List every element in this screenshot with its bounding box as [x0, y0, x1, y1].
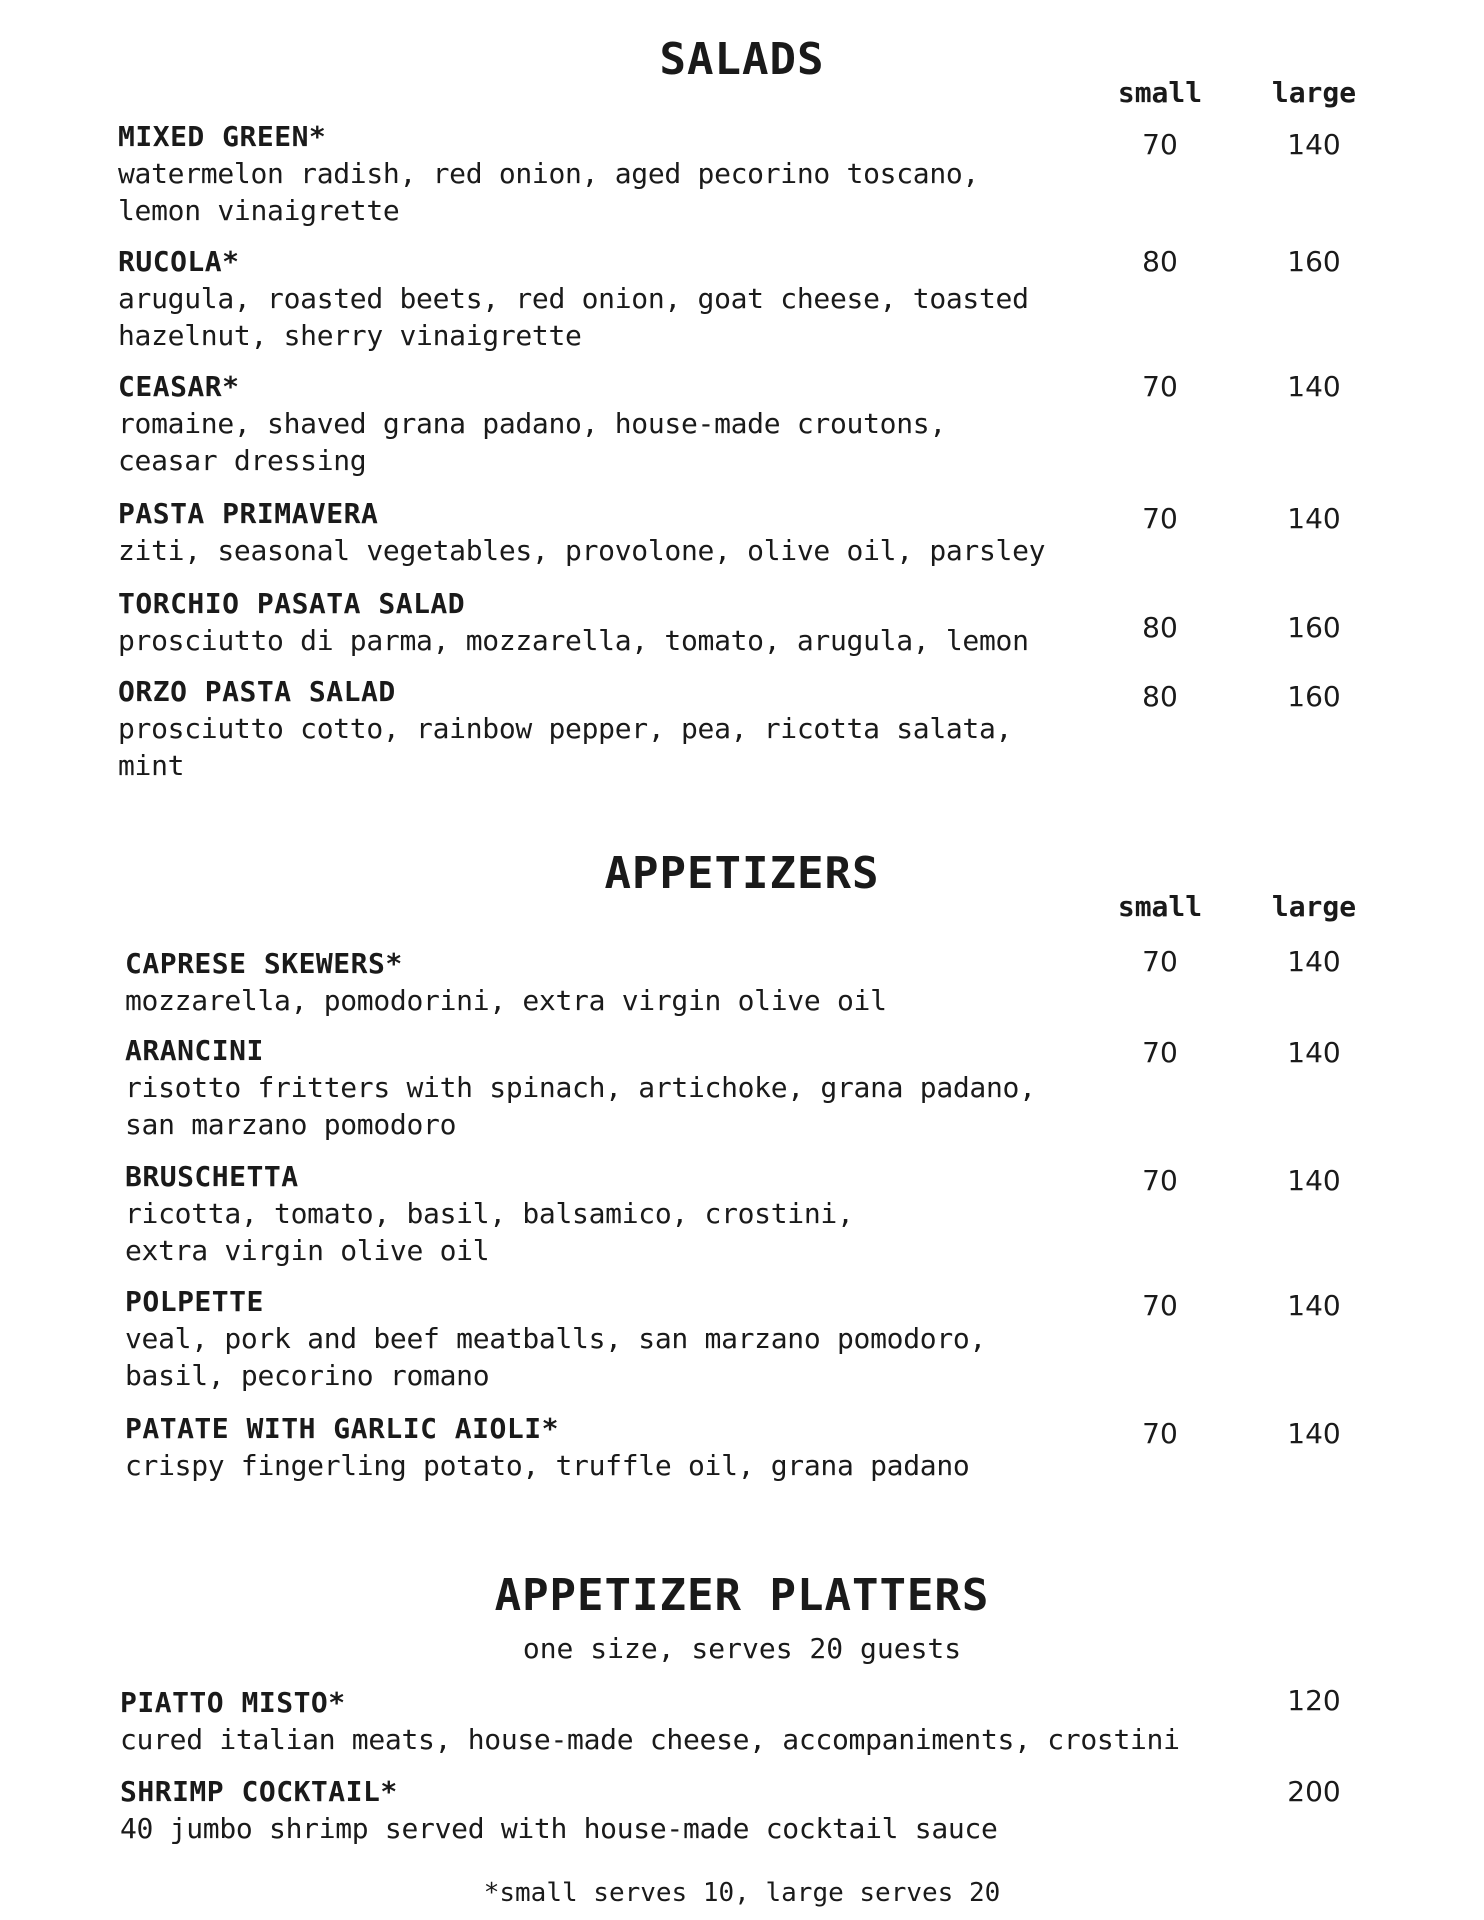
item-name: BRUSCHETTA	[125, 1160, 299, 1193]
price-small: 70	[1142, 1417, 1178, 1450]
price-small: 70	[1142, 128, 1178, 161]
price-small: 80	[1142, 245, 1178, 278]
price-large: 140	[1287, 128, 1341, 161]
price-large: 140	[1287, 945, 1341, 978]
item-name: ARANCINI	[125, 1034, 264, 1067]
price-large: 160	[1287, 245, 1341, 278]
appetizers-title: APPETIZERS	[604, 848, 880, 899]
item-name: POLPETTE	[125, 1285, 264, 1318]
salad-item	[118, 673, 1078, 784]
salads-title: SALADS	[659, 34, 825, 85]
item-description: prosciutto di parma, mozzarella, tomato, arugula, lemon	[118, 624, 1029, 657]
appetizer-item	[125, 1283, 1085, 1394]
platters-subtitle: one size, serves 20 guests	[522, 1632, 962, 1665]
price-large: 140	[1287, 1036, 1341, 1069]
item-description: 40 jumbo shrimp served with house-made cocktail sauce	[120, 1812, 998, 1845]
item-name: PIATTO MISTO*	[120, 1686, 346, 1719]
appetizer-item	[125, 1158, 1085, 1269]
price-small: 70	[1142, 1036, 1178, 1069]
item-name: SHRIMP COCKTAIL*	[120, 1775, 398, 1808]
item-name: RUCOLA*	[118, 245, 240, 278]
platter-item	[120, 1773, 1220, 1847]
item-name: CEASAR*	[118, 370, 240, 403]
price-small: 70	[1142, 370, 1178, 403]
price-large: 140	[1287, 1417, 1341, 1450]
item-description: mozzarella, pomodorini, extra virgin olive oil	[125, 984, 887, 1017]
item-name: MIXED GREEN*	[118, 120, 327, 153]
platter-price: 120	[1287, 1684, 1341, 1717]
salad-item	[118, 495, 1078, 569]
appetizers-small-header: small	[1117, 890, 1203, 923]
price-large: 160	[1287, 611, 1341, 644]
footnote: *small serves 10, large serves 20	[483, 1878, 1001, 1908]
price-small: 70	[1142, 1164, 1178, 1197]
item-description: veal, pork and beef meatballs, san marzano pomodoro, basil, pecorino romano	[125, 1322, 986, 1392]
price-large: 160	[1287, 680, 1341, 713]
price-small: 70	[1142, 945, 1178, 978]
price-large: 140	[1287, 370, 1341, 403]
price-large: 140	[1287, 1289, 1341, 1322]
appetizer-item	[125, 945, 1085, 1019]
item-description: prosciutto cotto, rainbow pepper, pea, ricotta salata, mint	[118, 712, 1013, 782]
item-name: PATATE WITH GARLIC AIOLI*	[125, 1412, 559, 1445]
platters-title: APPETIZER PLATTERS	[494, 1570, 990, 1621]
item-description: crispy fingerling potato, truffle oil, grana padano	[125, 1449, 970, 1482]
price-small: 80	[1142, 611, 1178, 644]
item-description: cured italian meats, house-made cheese, accompaniments, crostini	[120, 1723, 1180, 1756]
item-name: PASTA PRIMAVERA	[118, 497, 379, 530]
price-large: 140	[1287, 502, 1341, 535]
item-name: CAPRESE SKEWERS*	[125, 947, 403, 980]
item-name: ORZO PASTA SALAD	[118, 675, 396, 708]
item-name: TORCHIO PASATA SALAD	[118, 587, 466, 620]
item-description: romaine, shaved grana padano, house-made croutons, ceasar dressing	[118, 407, 946, 477]
salad-item	[118, 368, 1078, 479]
item-description: arugula, roasted beets, red onion, goat cheese, toasted hazelnut, sherry vinaigrette	[118, 282, 1029, 352]
salads-large-header: large	[1271, 76, 1357, 109]
price-large: 140	[1287, 1164, 1341, 1197]
price-small: 70	[1142, 1289, 1178, 1322]
appetizer-item	[125, 1410, 1085, 1484]
item-description: ricotta, tomato, basil, balsamico, crostini, extra virgin olive oil	[125, 1197, 854, 1267]
salad-item	[118, 118, 1078, 229]
appetizers-large-header: large	[1271, 890, 1357, 923]
appetizer-item	[125, 1032, 1085, 1143]
price-small: 70	[1142, 502, 1178, 535]
item-description: ziti, seasonal vegetables, provolone, olive oil, parsley	[118, 534, 1046, 567]
item-description: risotto fritters with spinach, artichoke, grana padano, san marzano pomodoro	[125, 1071, 1036, 1141]
platter-price: 200	[1287, 1775, 1341, 1808]
platter-item	[120, 1684, 1220, 1758]
salad-item	[118, 243, 1078, 354]
item-description: watermelon radish, red onion, aged pecorino toscano, lemon vinaigrette	[118, 157, 979, 227]
price-small: 80	[1142, 680, 1178, 713]
salads-small-header: small	[1117, 76, 1203, 109]
salad-item	[118, 585, 1078, 659]
